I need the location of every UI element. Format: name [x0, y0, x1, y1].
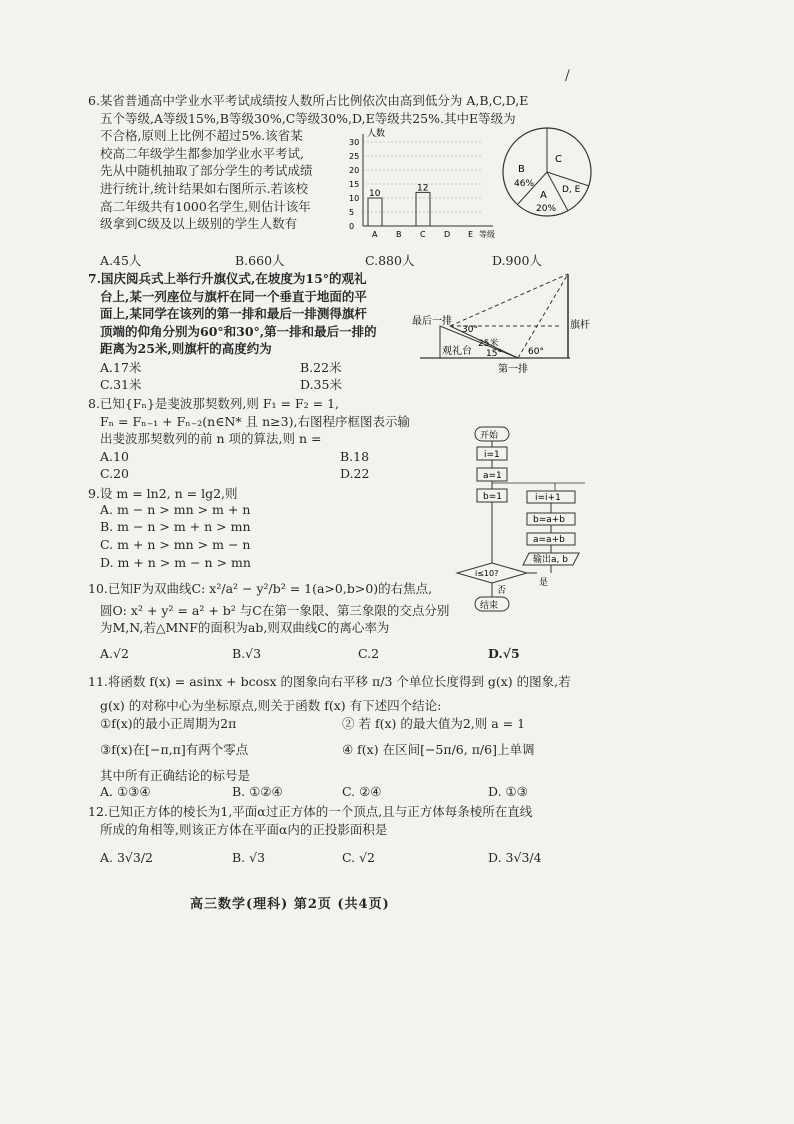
x-tick-label: D	[444, 230, 451, 239]
q11-statement: ④ f(x) 在区间[−5π/6, π/6]上单调	[342, 742, 535, 757]
bar-data-label: 12	[417, 183, 429, 194]
q10-line: 圆O: x² + y² = a² + b² 与C在第一象限、第三象限的交点分别	[100, 602, 450, 618]
q9-option: A. m − n > mn > m + n	[100, 502, 251, 517]
q6-line: 校高二年级学生都参加学业水平考试,	[100, 145, 304, 161]
flow-output: 输出a, b	[533, 555, 568, 565]
last-row-label: 最后一排	[412, 316, 452, 327]
q12-option: B. √3	[232, 850, 266, 865]
q8-line: 出斐波那契数列的前 n 项的算法,则 n =	[100, 431, 322, 447]
x-tick-label: A	[372, 230, 378, 239]
question-12	[88, 803, 648, 838]
flow-end: 结束	[480, 601, 499, 611]
q6-line: 高二年级共有1000名学生,则估计该年	[100, 198, 311, 214]
bar	[416, 192, 430, 226]
q7-line: 距离为25米,则旗杆的高度约为	[100, 341, 272, 357]
grade-bar-chart	[333, 128, 508, 243]
q10-line: 为M,N,若△MNF的面积为ab,则双曲线C的离心率为	[100, 620, 390, 636]
q6-option: D.900人	[492, 253, 542, 268]
q6-line: 级拿到C级及以上级别的学生人数有	[100, 216, 298, 232]
q8-option: B.18	[340, 449, 370, 464]
q9-stem: 9.设 m = ln2, n = lg2,则	[88, 486, 238, 501]
angle-60-label: 60°	[528, 347, 544, 357]
flow-start: 开始	[480, 431, 499, 441]
q12-option: D. 3√3/4	[488, 850, 542, 865]
q6-line: 6.某省普通高中学业水平考试成绩按人数所占比例依次由高到低分为 A,B,C,D,E	[88, 93, 529, 108]
q7-line: 顶端的仰角分别为60°和30°,第一排和最后一排的	[100, 323, 377, 339]
pie-value-a: 20%	[536, 204, 557, 214]
pie-label-a: A	[540, 190, 547, 201]
q10-line: 10.已知F为双曲线C: x²/a² − y²/b² = 1(a>0,b>0)的右焦点,	[88, 581, 433, 596]
q6-line: 进行统计,统计结果如右图所示.若该校	[100, 180, 308, 196]
corner-mark: /	[565, 68, 570, 84]
flow-step-a: a=1	[483, 471, 502, 481]
flow-loop-a: a=a+b	[533, 535, 565, 545]
y-tick-label: 20	[349, 166, 360, 175]
y-tick-label: 10	[349, 194, 360, 203]
flagpole-figure	[410, 266, 595, 376]
q6-line: 先从中随机抽取了部分学生的考试成绩	[100, 163, 313, 179]
pie-label-de: D, E	[562, 185, 581, 195]
q11-line: 11.将函数 f(x) = asinx + bcosx 的图象向右平移 π/3 个单位长度得到 g(x) 的图象,若	[88, 674, 571, 689]
angle-30-label: 30°	[462, 325, 478, 335]
q9-option: C. m + n > mn > m − n	[100, 537, 251, 552]
q11-option: D. ①③	[488, 784, 528, 799]
q12-line: 12.已知正方体的棱长为1,平面α过正方体的一个顶点,且与正方体每条棱所在直线	[88, 804, 533, 819]
bar-data-label: 10	[369, 189, 381, 199]
x-tick-label: C	[420, 230, 426, 239]
q6-line: 五个等级,A等级15%,B等级30%,C等级30%,D,E等级共25%.其中E等级为	[100, 110, 516, 126]
q7-line: 面上,某同学在该列的第一排和最后一排测得旗杆	[100, 306, 367, 322]
flow-condition: i≤10?	[475, 569, 499, 578]
q8-option: A.10	[100, 449, 129, 464]
stand-label: 观礼台	[442, 346, 472, 357]
y-tick-label: 25	[349, 152, 360, 161]
q11-statement: ①f(x)的最小正周期为2π	[100, 716, 237, 731]
q12-option: A. 3√3/2	[100, 850, 154, 865]
q7-option: D.35米	[300, 377, 342, 392]
q8-line: 8.已知{Fₙ}是斐波那契数列,则 F₁ = F₂ = 1,	[88, 396, 339, 411]
q12-line: 所成的角相等,则该正方体在平面α内的正投影面积是	[100, 821, 388, 837]
pie-label-c: C	[555, 154, 562, 165]
q11-statement: ② 若 f(x) 的最大值为2,则 a = 1	[342, 716, 526, 731]
y-tick-label: 15	[349, 180, 360, 189]
flow-loop-i: i=i+1	[535, 493, 561, 503]
q6-option: C.880人	[365, 253, 415, 268]
q6-line: 不合格,原则上比例不超过5%.该省某	[100, 128, 303, 144]
question-10	[88, 580, 608, 637]
first-row-label: 第一排	[498, 364, 528, 375]
q7-line: 台上,某一列座位与旗杆在同一个垂直于地面的平	[100, 288, 367, 304]
q9-option: D. m + n > m − n > mn	[100, 555, 251, 570]
q11-option: C. ②④	[342, 784, 382, 799]
q8-option: C.20	[100, 466, 129, 481]
q11-option: B. ①②④	[232, 784, 283, 799]
pie-value-b: 46%	[514, 179, 535, 189]
y-tick-label: 0	[349, 222, 355, 231]
x-axis-label: 等级	[479, 230, 495, 239]
flow-yes: 是	[539, 578, 549, 588]
q10-option: A.√2	[100, 646, 129, 661]
x-tick-label: B	[396, 230, 402, 239]
q11-option: A. ①③④	[100, 784, 151, 799]
distance-label: 25米	[478, 339, 499, 349]
q10-option: D.√5	[488, 646, 520, 661]
flow-step-b: b=1	[483, 492, 502, 502]
q11-line: g(x) 的对称中心为坐标原点,则关于函数 f(x) 有下述四个结论:	[100, 697, 442, 713]
angle-15-label: 15°	[486, 349, 502, 359]
page-footer: 高三数学(理科) 第2页 (共4页)	[190, 897, 390, 912]
pie-label-b: B	[518, 164, 525, 175]
x-tick-label: E	[468, 230, 474, 239]
q10-option: C.2	[358, 646, 380, 661]
flow-loop-b: b=a+b	[533, 515, 566, 525]
q12-option: C. √2	[342, 850, 375, 865]
q8-line: Fₙ = Fₙ₋₁ + Fₙ₋₂(n∈N* 且 n≥3),右图程序框图表示输	[100, 413, 410, 429]
q11-prompt: 其中所有正确结论的标号是	[100, 768, 251, 783]
y-tick-label: 5	[349, 208, 355, 217]
question-11	[88, 673, 648, 714]
q10-option: B.√3	[232, 646, 262, 661]
q9-option: B. m − n > m + n > mn	[100, 519, 251, 534]
q6-option: A.45人	[100, 253, 142, 268]
q7-line: 7.国庆阅兵式上举行升旗仪式,在坡度为15°的观礼	[88, 271, 367, 286]
q6-option: B.660人	[235, 253, 285, 268]
q7-option: B.22米	[300, 360, 342, 375]
y-tick-label: 30	[349, 138, 360, 147]
pole-label: 旗杆	[570, 320, 590, 331]
flow-step-i: i=1	[484, 450, 500, 460]
grade-pie-chart	[500, 124, 595, 224]
q11-statement: ③f(x)在[−π,π]有两个零点	[100, 742, 249, 757]
q8-option: D.22	[340, 466, 370, 481]
q7-option: C.31米	[100, 377, 142, 392]
y-axis-label: 人数	[367, 129, 386, 139]
flow-no: 否	[497, 586, 507, 596]
q7-option: A.17米	[100, 360, 142, 375]
